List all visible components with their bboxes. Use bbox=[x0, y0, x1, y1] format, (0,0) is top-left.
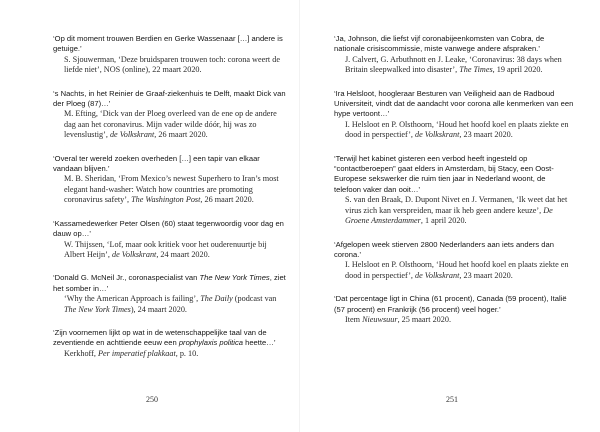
note-quote: ‘Op dit moment trouwen Berdien en Gerke Wassenaar […] andere is getuige.’ bbox=[53, 34, 283, 54]
page-number: 250 bbox=[146, 395, 158, 404]
right-page bbox=[300, 0, 600, 432]
note-source: I. Helsloot en P. Olsthoorn, ‘Houd het hoofd koel en plaats ziekte en dood in perspectief’, de Volkskrant, 23 maart 2020. bbox=[345, 260, 569, 280]
note-entry bbox=[53, 273, 289, 315]
note-quote: ‘Dat percentage ligt in China (61 procent), Canada (59 procent), Italië (57 procent) en Frankrijk (56 procent) veel hoger.’ bbox=[334, 294, 567, 314]
note-entry bbox=[334, 240, 574, 282]
note-entry bbox=[334, 294, 574, 325]
note-entry bbox=[53, 154, 289, 206]
note-quote: ‘Zijn voornemen lijkt op wat in de wetenschappelijke taal van de zeventiende en achttiende eeuw een prophylaxis politica heette…’ bbox=[53, 327, 276, 348]
note-source: S. van den Braak, D. Dupont Nivet en J. Vermanen, ‘Ik weet dat het virus zich kan verspreiden, maar ik heb geen andere keuze’, De Groene Amsterdammer, 1 april 2020. bbox=[345, 195, 568, 226]
note-quote: ‘Ja, Johnson, die liefst vijf coronabijeenkomsten van Cobra, de nationale crisiscommissie, miste vanwege andere afspraken.’ bbox=[334, 34, 545, 54]
note-entry bbox=[53, 219, 289, 261]
note-source: J. Calvert, G. Arbuthnott en J. Leake, ‘Coronavirus: 38 days when Britain sleepwalked into disaster’, The Times, 19 april 2020. bbox=[345, 54, 562, 75]
note-source: W. Thijssen, ‘Lof, maar ook kritiek voor het ouderenuurtje bij Albert Heijn’, de Volkskrant, 24 maart 2020. bbox=[64, 239, 267, 259]
note-quote: ‘Afgelopen week stierven 2800 Nederlanders aan iets anders dan corona.’ bbox=[334, 239, 554, 259]
note-source: ‘Why the American Approach is failing’, The Daily (podcast van The New York Times), 24 maart 2020. bbox=[64, 294, 277, 314]
note-source: I. Helsloot en P. Olsthoorn, ‘Houd het hoofd koel en plaats ziekte en dood in perspectief’, de Volkskrant, 23 maart 2020. bbox=[345, 119, 569, 140]
note-quote: ‘Kassamedewerker Peter Olsen (60) staat tegenwoordig voor dag en dauw op…’ bbox=[53, 218, 284, 239]
note-quote: ‘Donald G. McNeil Jr., coronaspecialist van The New York Times, ziet het somber in…’ bbox=[53, 273, 286, 293]
note-source: M. Efting, ‘Dick van der Ploeg overleed van de ene op de andere dag aan het coronavirus. Mijn vader wilde dóór, hij was zo levenslustig’, de Volkskrant, 26 maart 2020. bbox=[64, 109, 277, 140]
note-source: S. Sjouwerman, ‘Deze bruidsparen trouwen toch: corona weert de liefde niet’, NOS (online), 22 maart 2020. bbox=[64, 54, 280, 75]
note-source: M. B. Sheridan, ‘From Mexico’s newest Superhero to Iran’s most elegant hand-washer: Watch how countries are promoting coronavirus safety’, The Washington Post, 26 maart 2020. bbox=[64, 174, 279, 205]
notes-list bbox=[53, 34, 289, 372]
note-quote: ‘s Nachts, in het Reinier de Graaf-ziekenhuis te Delft, maakt Dick van der Ploeg (87)…’ bbox=[53, 88, 286, 109]
page-number: 251 bbox=[446, 395, 458, 404]
note-quote: ‘Terwijl het kabinet gisteren een verbod heeft ingesteld op “contactberoepen” gaat elders in Amsterdam, bij Stacy, een Oost-Europese sekswerker die ruim tien jaar in Nederland woont, de telefoon vaker dan ooit…’ bbox=[334, 153, 554, 194]
note-entry bbox=[334, 34, 574, 76]
note-entry bbox=[53, 328, 289, 359]
note-quote: ‘Overal ter wereld zoeken overheden […] een tapir van elkaar vandaan blijven.’ bbox=[53, 153, 260, 174]
note-source: Kerkhoff, Per imperatief plakkaat, p. 10. bbox=[64, 348, 199, 358]
note-entry bbox=[334, 154, 574, 227]
note-entry bbox=[53, 89, 289, 141]
notes-list bbox=[334, 34, 574, 338]
note-entry bbox=[334, 89, 574, 141]
note-quote: ‘Ira Helsloot, hoogleraar Besturen van Veiligheid aan de Radboud Universiteit, vindt dat de aandacht voor corona alle kenmerken van een hype vertoont…’ bbox=[334, 88, 574, 119]
note-source: Item Nieuwsuur, 25 maart 2020. bbox=[345, 314, 451, 324]
note-entry bbox=[53, 34, 289, 76]
